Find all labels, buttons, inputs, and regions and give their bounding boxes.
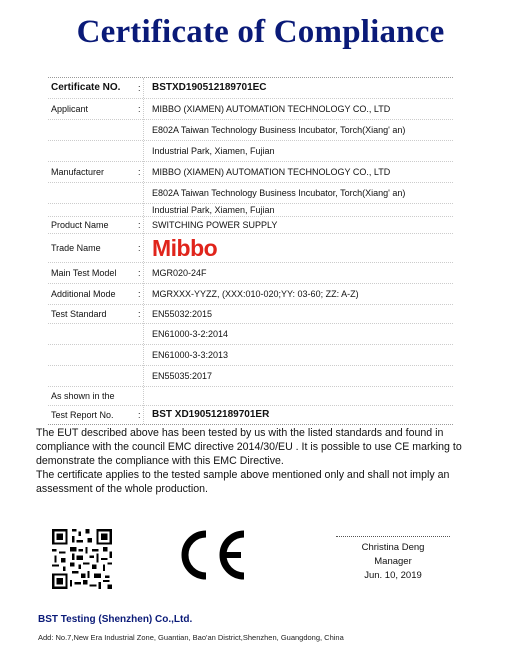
row-manufacturer — [48, 162, 453, 183]
signature-line — [336, 536, 450, 537]
value-test-report: BST XD190512189701ER — [152, 409, 270, 420]
value-additional-mode: MGRXXX-YYZZ, (XXX:010-020;YY: 03-60; ZZ: A-Z) — [152, 289, 359, 299]
row-test-standard — [48, 305, 453, 324]
value-standard-4: EN55035:2017 — [152, 371, 213, 381]
label-certificate-no: Certificate NO. — [51, 82, 121, 93]
statement-paragraph-2: The certificate applies to the tested sample above mentioned only and shall not imply an assessment of the whole production. — [36, 469, 450, 495]
row-manufacturer-2 — [48, 183, 453, 204]
signature-date: Jun. 10, 2019 — [364, 570, 422, 581]
value-manufacturer-line2: E802A Taiwan Technology Business Incubator, Torch(Xiang' an) — [152, 188, 406, 198]
row-test-standard-3 — [48, 345, 453, 366]
row-product-name — [48, 217, 453, 234]
row-applicant-2 — [48, 120, 453, 141]
value-standard-3: EN61000-3-3:2013 — [152, 350, 229, 360]
row-test-standard-4 — [48, 366, 453, 387]
label-product-name: Product Name — [51, 220, 109, 230]
mibbo-logo: Mibbo — [152, 235, 218, 261]
colon: : — [138, 167, 141, 177]
signature-block — [330, 536, 456, 583]
colon: : — [138, 309, 141, 319]
certificate-table — [48, 77, 453, 425]
value-certificate-no: BSTXD190512189701EC — [152, 82, 267, 93]
compliance-statement — [36, 426, 486, 496]
label-test-report: Test Report No. — [51, 410, 114, 420]
value-standard-1: EN55032:2015 — [152, 309, 213, 319]
colon: : — [138, 268, 141, 278]
label-test-standard: Test Standard — [51, 309, 107, 319]
row-as-shown — [48, 387, 453, 406]
certificate-title: Certificate of Compliance — [76, 14, 445, 50]
colon: : — [138, 410, 141, 420]
value-manufacturer-line1: MIBBO (XIAMEN) AUTOMATION TECHNOLOGY CO., LTD — [152, 167, 391, 177]
label-main-test-model: Main Test Model — [51, 268, 117, 278]
row-test-report — [48, 406, 453, 424]
signer-name: Christina Deng — [361, 542, 425, 553]
value-applicant-line2: E802A Taiwan Technology Business Incubator, Torch(Xiang' an) — [152, 125, 406, 135]
row-main-test-model — [48, 263, 453, 284]
qr-code-icon — [50, 527, 114, 591]
colon: : — [138, 243, 141, 253]
value-manufacturer-line3: Industrial Park, Xiamen, Fujian — [152, 205, 275, 215]
ce-mark-icon — [170, 520, 250, 590]
issuer-address: Add: No.7,New Era Industrial Zone, Guantian, Bao'an District,Shenzhen, Guangdong, China — [38, 633, 344, 642]
value-applicant-line3: Industrial Park, Xiamen, Fujian — [152, 146, 275, 156]
label-manufacturer: Manufacturer — [51, 167, 105, 177]
colon: : — [138, 289, 141, 299]
row-certificate-no — [48, 78, 453, 99]
row-applicant-3 — [48, 141, 453, 162]
row-test-standard-2 — [48, 324, 453, 345]
colon: : — [138, 220, 141, 230]
row-manufacturer-3 — [48, 204, 453, 217]
row-additional-mode — [48, 284, 453, 305]
colon: : — [138, 104, 141, 114]
label-as-shown: As shown in the — [51, 391, 115, 401]
value-product-name: SWITCHING POWER SUPPLY — [152, 220, 278, 230]
colon: : — [138, 83, 141, 93]
value-main-test-model: MGR020-24F — [152, 268, 207, 278]
row-trade-name — [48, 234, 453, 263]
row-applicant — [48, 99, 453, 120]
value-standard-2: EN61000-3-2:2014 — [152, 329, 229, 339]
value-applicant-line1: MIBBO (XIAMEN) AUTOMATION TECHNOLOGY CO., LTD — [152, 104, 391, 114]
label-applicant: Applicant — [51, 104, 89, 114]
label-trade-name: Trade Name — [51, 243, 101, 253]
label-additional-mode: Additional Mode — [51, 289, 116, 299]
signer-title: Manager — [374, 556, 412, 567]
statement-paragraph-1: The EUT described above has been tested by us with the listed standards and found in compliance with the council EMC directive 2014/30/EU . It is possible to use CE marking to demonstrate the compliance with this EMC Directive. — [36, 427, 462, 467]
issuer-company: BST Testing (Shenzhen) Co.,Ltd. — [38, 614, 193, 625]
